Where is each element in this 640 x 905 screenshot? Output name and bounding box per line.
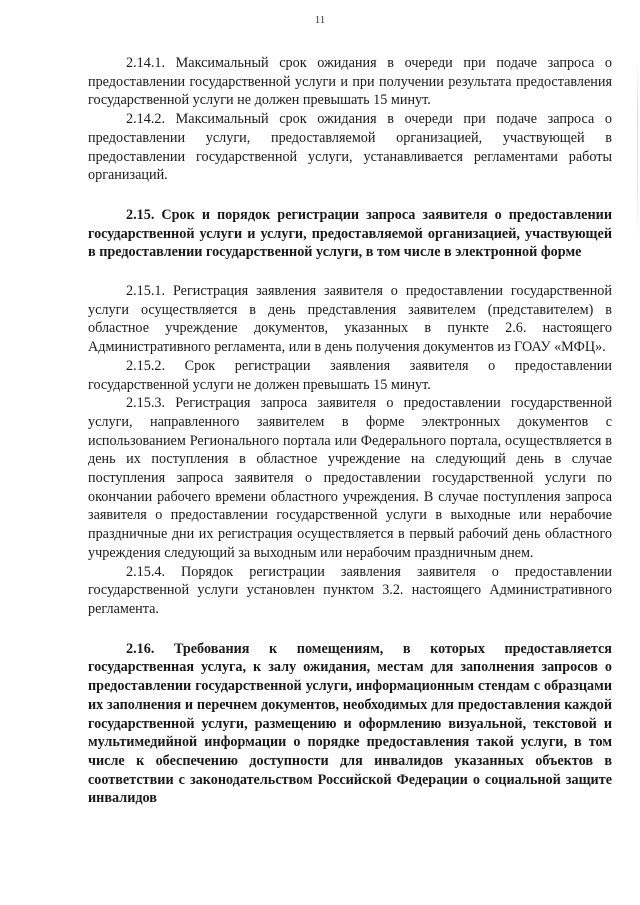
page-number: 11 (314, 14, 326, 26)
scan-edge-mark (637, 60, 638, 240)
spacer (88, 262, 612, 282)
document-body (88, 54, 612, 808)
section-heading-2-16: 2.16. Требования к помещениям, в которых предоставляется государственная услуга, к залу ожидания, местам для заполнения запросов о предоставлении государственной услуги, информационным стендам с образцами их заполнения и перечнем документов, необходимых для предоставления каждой государственной услуги, размещению и оформлению визуальной, текстовой и мультимедийной информации о порядке предоставления такой услуги, в том числе к обеспечению доступности для инвалидов указанных объектов в соответствии с законодательством Российской Федерации о социальной защите инвалидов (88, 640, 612, 807)
paragraph-2-15-4: 2.15.4. Порядок регистрации заявления заявителя о предоставлении государственной услуги установлен пунктом 3.2. настоящего Административного регламента. (88, 563, 612, 617)
spacer (88, 185, 612, 206)
paragraph-2-15-1: 2.15.1. Регистрация заявления заявителя о предоставлении государственной услуги осуществляется в день представления заявителем (представителем) в областное учреждение документов, указанных в пункте 2.6. настоящего Административного регламента, или в день получения документов из ГОАУ «МФЦ». (88, 283, 612, 356)
paragraph-2-14-2: 2.14.2. Максимальный срок ожидания в очереди при подаче запроса о предоставлении услуги, предоставляемой организацией, участвующей в предоставлении государственной услуги, устанавливается регламентами работы организаций. (88, 111, 612, 184)
paragraph-2-15-2: 2.15.2. Срок регистрации заявления заявителя о предоставлении государственной услуги не должен превышать 15 минут. (88, 357, 612, 393)
paragraph-2-15-3: 2.15.3. Регистрация запроса заявителя о предоставлении государственной услуги, направленного заявителем в форме электронных документов с использованием Регионального портала или Федерального портала, осуществляется в день их поступления в областное учреждение на следующий день в случае поступления запроса заявителя о предоставлении государственной услуги по окончании рабочего времени областного учреждения. В случае поступления запроса заявителя о предоставлении государственной услуги в выходные или нерабочие праздничные дни их регистрация осуществляется в первый рабочий день областного учреждения следующий за выходным или нерабочим праздничным днем. (88, 395, 612, 561)
paragraph-2-14-1: 2.14.1. Максимальный срок ожидания в очереди при подаче запроса о предоставлении государственной услуги и при получении результата предоставления государственной услуги не должен превышать 15 минут. (88, 55, 612, 109)
section-heading-2-15: 2.15. Срок и порядок регистрации запроса заявителя о предоставлении государственной услуги и услуги, предоставляемой организацией, участвующей в предоставлении государственной услуги, в том числе в электронной форме (88, 206, 612, 261)
spacer (88, 619, 612, 640)
